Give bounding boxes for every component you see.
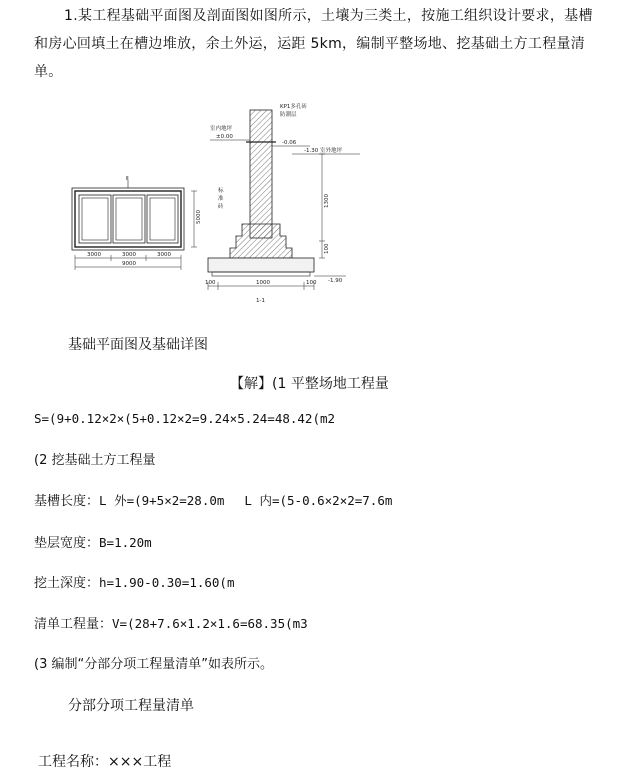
foundation-plan-view: [72, 176, 202, 270]
label-indoor-floor: 室内地坪: [210, 126, 233, 132]
label-kp1-brick: KP1多孔砖: [280, 104, 307, 110]
plan-dim-9000: 9000: [122, 261, 136, 267]
dig-depth-label: 挖土深度：: [34, 576, 100, 591]
solution-title: 【解】(1 平整场地工程量: [230, 376, 389, 392]
label-standard-1: 标: [218, 188, 224, 194]
plan-section-mark: Ⅱ: [126, 176, 129, 182]
plan-dim-3000-c: 3000: [157, 252, 171, 258]
dim-1000: 1000: [256, 280, 270, 286]
plan-dim-3000-b: 3000: [122, 252, 136, 258]
foundation-section-view: [205, 102, 360, 304]
cushion-width-label: 垫层宽度：: [34, 536, 100, 551]
trench-length-label: 基槽长度：: [34, 494, 100, 509]
problem-statement: 1.某工程基础平面图及剖面图如图所示，土壤为三类土，按施工组织设计要求，基槽和房心回填土在槽边堆放，余土外运，运距 5km，编制平整场地、挖基础土方工程量清单。: [34, 8, 593, 80]
table-title: 分部分项工程量清单: [68, 698, 194, 714]
step-2-heading: (2 挖基础土方工程量: [34, 453, 156, 468]
quantity-row: [34, 615, 308, 634]
plan-dim-5000: 5000: [196, 210, 202, 224]
dim-100-vertical: 100: [324, 243, 330, 254]
foundation-figure: [60, 96, 380, 310]
dig-depth-row: [34, 574, 234, 593]
figure-caption: 基础平面图及基础详图: [68, 337, 208, 353]
dim-100-left: 100: [205, 280, 216, 286]
dim-1300: 1300: [324, 194, 330, 208]
label-elev-006: -0.06: [282, 140, 297, 146]
label-outdoor-floor: -1.30 室外地坪: [304, 148, 342, 154]
dim-100-right: 100: [306, 280, 317, 286]
plan-dim-3000-a: 3000: [87, 252, 101, 258]
cushion-width-value: B=1.20m: [99, 535, 152, 550]
section-mark-1-1: 1-1: [256, 298, 265, 304]
trench-length-row: [34, 492, 392, 511]
foundation-drawing: [60, 96, 380, 310]
project-name: 工程名称：×××工程: [38, 754, 172, 770]
label-elev-000: ±0.00: [216, 134, 233, 140]
label-standard-3: 砖: [218, 204, 224, 210]
area-formula: S=(9+0.12×2×(5+0.12×2=9.24×5.24=48.42(m2: [34, 411, 336, 426]
step-3-heading: (3 编制“分部分项工程量清单”如表所示。: [34, 657, 273, 672]
label-standard-2: 准: [218, 196, 224, 202]
cushion-width-row: [34, 534, 152, 553]
trench-length-value: L 外=(9+5×2=28.0m L 内=(5-0.6×2×2=7.6m: [99, 493, 393, 508]
quantity-label: 清单工程量：: [34, 617, 113, 632]
label-elev-190: -1.90: [328, 278, 343, 284]
quantity-value: V=(28+7.6×1.2×1.6=68.35(m3: [112, 616, 308, 631]
dig-depth-value: h=1.90-0.30=1.60(m: [99, 575, 235, 590]
label-damp-proof: 防潮层: [280, 112, 297, 118]
